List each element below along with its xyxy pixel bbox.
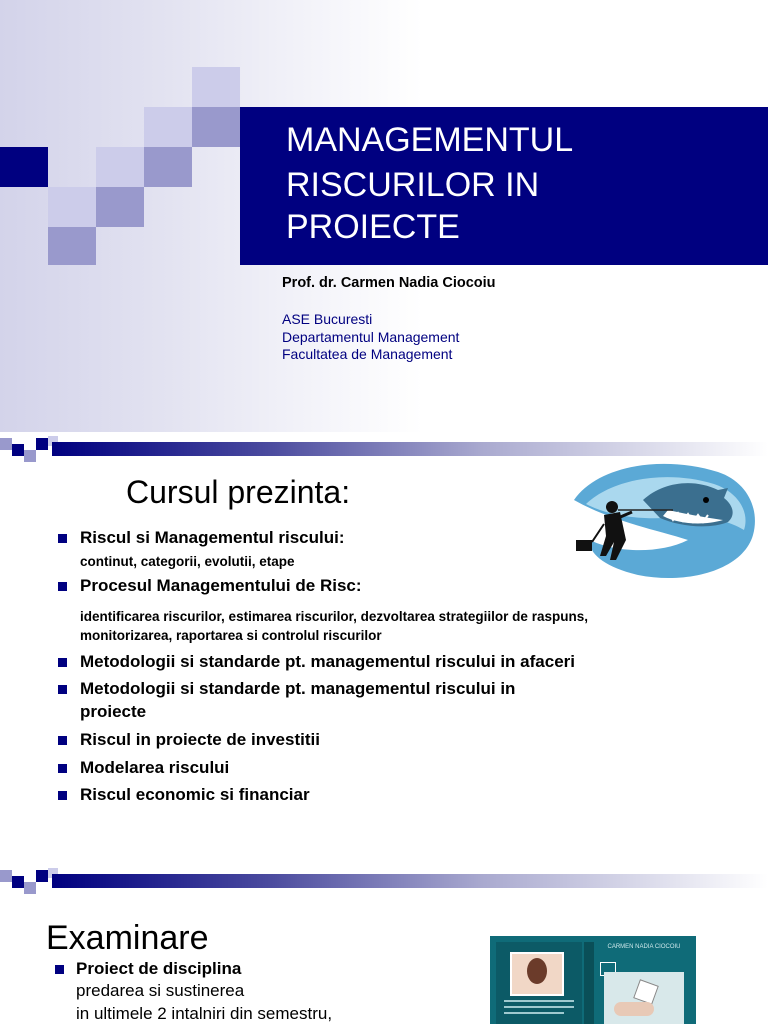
list-item-detail: continut, categorii, evolutii, etape [80,554,295,569]
deco-square [36,870,48,882]
exam-slide [0,864,768,1024]
deco-square [96,147,144,187]
deco-square [24,882,36,894]
bullet-icon [58,791,67,800]
book-author: CARMEN NADIA CIOCOIU [607,944,681,950]
list-item: proiecte [80,702,147,721]
bullet-icon [58,764,67,773]
bullet-icon [58,582,67,591]
title-slide [0,0,768,432]
deco-square [144,107,192,147]
affiliation-department: Departamentul Management [282,329,460,345]
list-item: Metodologii si standarde pt. managementul riscului in afaceri [80,652,575,671]
header-gradient [52,874,768,888]
list-item-detail: identificarea riscurilor, estimarea riscurilor, dezvoltarea strategiilor de raspuns, [80,609,588,624]
affiliation-university: ASE Bucuresti [282,311,373,327]
list-item-detail: monitorizarea, raportarea si controlul riscurilor [80,628,382,643]
presenter-name: Prof. dr. Carmen Nadia Ciocoiu [282,275,496,291]
deco-square [192,107,240,147]
bullet-icon [58,534,67,543]
title-line-2: RISCURILOR IN [286,166,540,204]
deco-square [24,450,36,462]
deco-square [12,444,24,456]
deco-square [0,147,48,187]
list-item: Modelarea riscului [80,758,230,777]
deco-square [0,438,12,450]
deco-square [48,227,96,265]
list-item-detail: in ultimele 2 intalniri din semestru, [76,1004,333,1023]
deco-square [12,876,24,888]
deco-square [0,870,12,882]
title-band [240,107,768,265]
book-cover-image [490,936,696,1024]
list-item-detail: predarea si sustinerea [76,981,245,1000]
content-slide [0,432,768,864]
author-photo [510,952,564,996]
shark-illustration [568,460,760,582]
deco-square [144,147,192,187]
dice-photo [604,972,684,1024]
book-back-cover [496,942,582,1024]
header-gradient [52,442,768,456]
affiliation-faculty: Facultatea de Management [282,346,453,362]
list-item: Riscul si Managementul riscului: [80,528,345,547]
book-spine [584,942,594,1024]
deco-square [96,187,144,227]
bullet-icon [58,658,67,667]
bullet-icon [58,736,67,745]
bullet-icon [55,965,64,974]
list-item: Riscul economic si financiar [80,785,310,804]
list-item: Riscul in proiecte de investitii [80,730,320,749]
list-item: Metodologii si standarde pt. managementul riscului in [80,679,516,698]
bullet-icon [58,685,67,694]
list-item: Procesul Managementului de Risc: [80,576,362,595]
slide-heading: Examinare [46,919,209,957]
deco-square [36,438,48,450]
title-line-1: MANAGEMENTUL [286,121,574,159]
list-item: Proiect de disciplina [76,959,242,978]
slide-heading: Cursul prezinta: [126,474,351,510]
title-line-3: PROIECTE [286,208,460,246]
deco-square [192,67,240,107]
header-bar [0,864,768,898]
book-front-cover [596,942,692,1024]
deco-square [48,187,96,227]
